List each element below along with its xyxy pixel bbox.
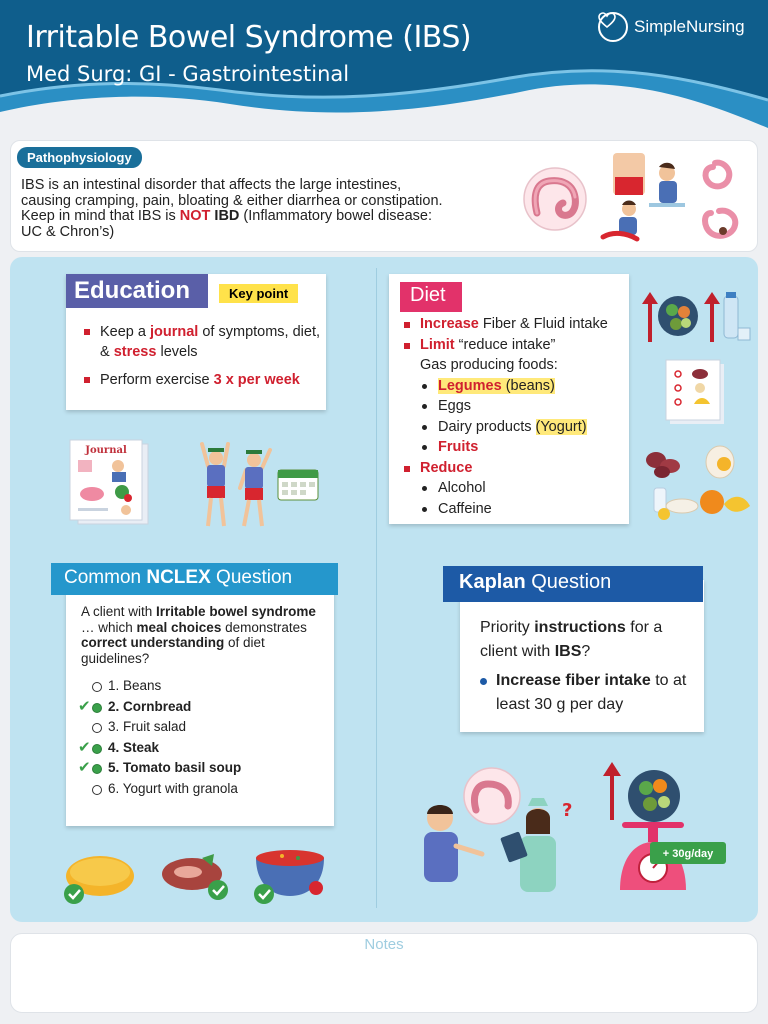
page-title: Irritable Bowel Syndrome (IBS) bbox=[26, 20, 472, 55]
ibd-emphasis: IBD bbox=[214, 208, 240, 224]
notes-label: Notes bbox=[364, 936, 404, 953]
nurse-patient-icon bbox=[412, 766, 582, 896]
radio-icon[interactable] bbox=[92, 703, 102, 713]
nclex-option-label: 5. Tomato basil soup bbox=[108, 760, 242, 775]
journal-label: Journal bbox=[85, 445, 127, 456]
brand-logo bbox=[598, 12, 745, 42]
svg-text:?: ? bbox=[562, 800, 573, 821]
kaplan-heading: Kaplan Question bbox=[443, 566, 703, 602]
radio-icon[interactable] bbox=[92, 764, 102, 774]
diet-legumes: Legumes (beans) bbox=[400, 376, 626, 397]
journal-icon bbox=[68, 438, 152, 526]
education-heading: Education bbox=[66, 274, 208, 308]
header-banner bbox=[0, 0, 768, 140]
patho-line-1: IBS is an intestinal disorder that affects the large intestines, bbox=[21, 177, 402, 193]
diet-gas-foods: Gas producing foods: bbox=[420, 357, 558, 373]
nclex-option[interactable] bbox=[78, 779, 241, 800]
diet-heading: Diet bbox=[400, 282, 462, 312]
nclex-option[interactable] bbox=[78, 758, 241, 779]
diet-alcohol: Alcohol bbox=[400, 478, 626, 499]
column-divider bbox=[376, 268, 377, 908]
fiber-scale-icon bbox=[600, 760, 730, 900]
pathophysiology-badge: Pathophysiology bbox=[17, 147, 142, 168]
diet-reduce: Reduce bbox=[400, 458, 626, 479]
nclex-option-label: 3. Fruit salad bbox=[108, 719, 187, 734]
education-item-journal: Keep a journal of symptoms, diet, & stress levels bbox=[82, 322, 322, 362]
patho-line-3: Keep in mind that IBS is NOT IBD (Inflammatory bowel disease: bbox=[21, 208, 433, 224]
steak-icon bbox=[158, 852, 234, 902]
page-subtitle: Med Surg: GI - Gastrointestinal bbox=[26, 62, 350, 86]
nclex-option-label: 6. Yogurt with granola bbox=[108, 780, 238, 796]
nclex-option-label: 2. Cornbread bbox=[108, 698, 192, 714]
patho-line-2: causing cramping, pain, bloating & either diarrhea or constipation. bbox=[21, 192, 443, 209]
kaplan-answer: Increase fiber intake to at least 30 g per day bbox=[480, 669, 695, 717]
diet-limit: Limit “reduce intake” bbox=[400, 335, 626, 356]
kaplan-question: Priority instructions for a client with IBS? bbox=[480, 619, 663, 660]
fiber-fluid-increase-icon bbox=[640, 290, 752, 344]
notes-area[interactable] bbox=[10, 933, 758, 1013]
intestine-illustrations-icon bbox=[523, 147, 755, 247]
key-point-badge: Key point bbox=[219, 284, 298, 303]
nclex-question: A client with Irritable bowel syndrome … which meal choices demonstrates correct understanding of diet guidelines? bbox=[81, 604, 316, 666]
check-icon: ✔ bbox=[78, 738, 91, 756]
diet-eggs: Eggs bbox=[400, 396, 626, 417]
tomato-soup-icon bbox=[252, 848, 332, 904]
radio-icon[interactable] bbox=[92, 785, 102, 795]
radio-icon[interactable] bbox=[92, 723, 102, 733]
nclex-option[interactable] bbox=[78, 738, 241, 759]
food-chart-icon bbox=[666, 360, 726, 426]
nclex-option-label: 1. Beans bbox=[108, 678, 162, 693]
gas-foods-icon bbox=[640, 440, 754, 520]
diet-increase: Increase Fiber & Fluid intake bbox=[400, 314, 626, 335]
diet-caffeine: Caffeine bbox=[400, 499, 626, 520]
cornbread-icon bbox=[62, 850, 142, 904]
diet-fruits: Fruits bbox=[400, 437, 626, 458]
radio-icon[interactable] bbox=[92, 744, 102, 754]
heart-logo-icon bbox=[598, 12, 628, 42]
brand-name: SimpleNursing bbox=[634, 17, 745, 36]
check-icon: ✔ bbox=[78, 697, 91, 715]
nclex-option-label: 4. Steak bbox=[108, 739, 160, 755]
education-item-exercise: Perform exercise 3 x per week bbox=[82, 370, 322, 390]
education-list bbox=[82, 322, 322, 398]
nclex-option[interactable] bbox=[78, 697, 241, 718]
pathophysiology-text bbox=[21, 178, 521, 240]
nclex-option[interactable] bbox=[78, 717, 241, 738]
nclex-options bbox=[78, 676, 241, 799]
not-emphasis: NOT bbox=[179, 208, 211, 224]
pathophysiology-section bbox=[10, 140, 758, 252]
radio-icon[interactable] bbox=[92, 682, 102, 692]
scale-label: + 30g/day bbox=[662, 848, 714, 860]
diet-list bbox=[400, 314, 626, 519]
nclex-heading: Common NCLEX Question bbox=[51, 563, 338, 595]
diet-dairy: Dairy products (Yogurt) bbox=[400, 417, 626, 438]
nclex-option[interactable] bbox=[78, 676, 241, 697]
patho-line-4: UC & Chron’s) bbox=[21, 223, 115, 240]
exercise-icon bbox=[198, 440, 322, 532]
check-icon: ✔ bbox=[78, 759, 91, 776]
